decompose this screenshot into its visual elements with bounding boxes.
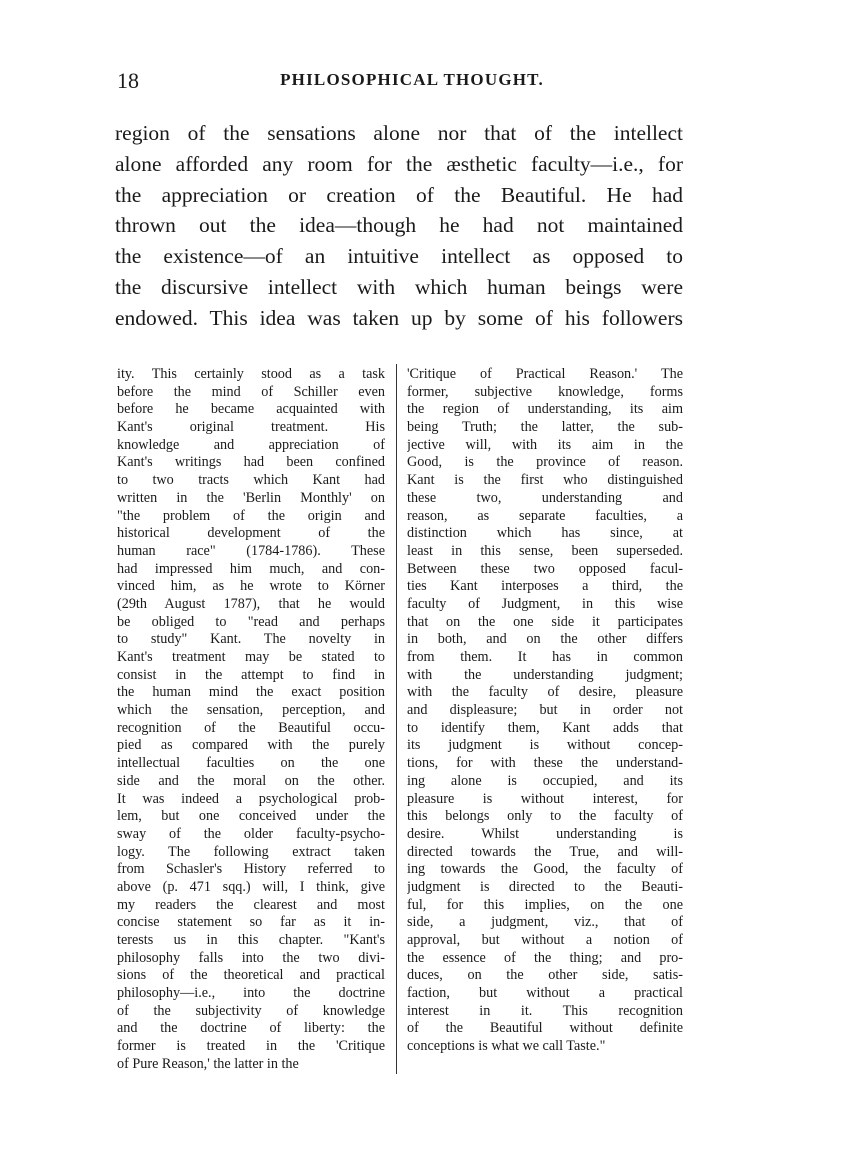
text-line: be obliged to "read and perhaps xyxy=(117,613,385,630)
text-line: pied as compared with the purely xyxy=(117,737,385,754)
text-line: pleasure is without interest, for xyxy=(407,790,683,807)
text-line: vinced him, as he wrote to Körner xyxy=(117,578,385,595)
text-line: ful, for this implies, on the one xyxy=(407,896,683,913)
text-line: endowed. This idea was taken up by some of his followers xyxy=(115,305,683,330)
text-line: to study" Kant. The novelty in xyxy=(117,631,385,648)
text-line: reason, as separate faculties, a xyxy=(407,507,683,524)
text-line: the region of understanding, its aim xyxy=(407,401,683,418)
text-line: this belongs only to the faculty of xyxy=(407,808,683,825)
text-line: intellectual faculties on the one xyxy=(117,755,385,772)
text-line: sions of the theoretical and practical xyxy=(117,967,385,984)
text-line: its judgment is without concep- xyxy=(407,737,683,754)
main-paragraph xyxy=(115,118,683,334)
text-line: directed towards the True, and will- xyxy=(407,843,683,860)
text-line: logy. The following extract taken xyxy=(117,843,385,860)
text-line: least in this sense, been superseded. xyxy=(407,542,683,559)
text-line: these two, understanding and xyxy=(407,489,683,506)
text-line: with the understanding judgment; xyxy=(407,666,683,683)
text-line: former is treated in the 'Critique xyxy=(117,1038,385,1055)
footnote-column-left xyxy=(117,366,385,1074)
text-line: ties Kant interposes a third, the xyxy=(407,578,683,595)
text-line: historical development of the xyxy=(117,525,385,542)
text-line: human race" (1784-1786). These xyxy=(117,542,385,559)
text-line: terests us in this chapter. "Kant's xyxy=(117,932,385,948)
text-line: the discursive intellect with which human beings were xyxy=(115,274,683,299)
text-line: jective will, with its aim in the xyxy=(407,436,683,453)
text-line: tions, for with these the understand- xyxy=(407,755,683,772)
text-line: to identify them, Kant adds that xyxy=(407,719,683,736)
text-line: being Truth; the latter, the sub- xyxy=(407,419,683,436)
text-line: the essence of the thing; and pro- xyxy=(407,949,683,966)
text-line: that on the one side it participates xyxy=(407,613,683,630)
text-line: side, a judgment, viz., that of xyxy=(407,914,683,931)
text-line: above (p. 471 sqq.) will, I think, give xyxy=(117,878,385,895)
text-line: Kant is the first who distinguished xyxy=(407,472,683,489)
text-line: ing alone is occupied, and its xyxy=(407,772,683,789)
text-line: before he became acquainted with xyxy=(117,401,385,418)
running-head xyxy=(117,68,687,98)
text-line: written in the 'Berlin Monthly' on xyxy=(117,489,385,506)
text-line: in both, and on the other differs xyxy=(407,631,683,648)
footnote-column-right xyxy=(407,366,683,1056)
text-line: my readers the clearest and most xyxy=(117,896,385,913)
text-line: lem, but one conceived under the xyxy=(117,808,385,825)
text-line: distinction which has since, at xyxy=(407,525,683,542)
text-line: thrown out the idea—though he had not maintained xyxy=(115,213,683,238)
text-line: It was indeed a psychological prob- xyxy=(117,790,385,807)
text-line: philosophy—i.e., into the doctrine xyxy=(117,985,385,1002)
text-line: and displeasure; but in order not xyxy=(407,702,683,719)
text-line: former, subjective knowledge, forms xyxy=(407,383,683,400)
text-line: Between these two opposed facul- xyxy=(407,560,683,577)
text-line: ity. This certainly stood as a task xyxy=(117,366,385,382)
text-line: faction, but without a practical xyxy=(407,985,683,1002)
text-line: with the faculty of desire, pleasure xyxy=(407,684,683,701)
text-line: judgment is directed to the Beauti- xyxy=(407,878,683,895)
text-line: and the doctrine of liberty: the xyxy=(117,1020,385,1037)
text-line: faculty of Judgment, in this wise xyxy=(407,595,683,612)
text-line: conceptions is what we call Taste." xyxy=(407,1038,606,1055)
text-line: the human mind the exact position xyxy=(117,684,385,701)
text-line: approval, but without a notion of xyxy=(407,932,683,948)
text-line: knowledge and appreciation of xyxy=(117,436,385,453)
text-line: of Pure Reason,' the latter in the xyxy=(117,1055,299,1072)
text-line: interest in it. This recognition xyxy=(407,1002,683,1019)
page-number: 18 xyxy=(117,68,139,93)
text-line: side and the moral on the other. xyxy=(117,772,385,789)
text-line: had impressed him much, and con- xyxy=(117,560,385,577)
text-line: philosophy falls into the two divi- xyxy=(117,949,385,966)
text-line: alone afforded any room for the æsthetic faculty—i.e., for xyxy=(115,151,683,176)
text-line: recognition of the Beautiful occu- xyxy=(117,719,385,736)
text-line: the existence—of an intuitive intellect as opposed to xyxy=(115,244,683,269)
text-line: sway of the older faculty-psycho- xyxy=(117,825,385,842)
running-title: PHILOSOPHICAL THOUGHT. xyxy=(280,70,544,89)
text-line: desire. Whilst understanding is xyxy=(407,825,683,842)
text-line: region of the sensations alone nor that of the intellect xyxy=(115,121,683,145)
text-line: concise statement so far as it in- xyxy=(117,914,385,931)
text-line: ing towards the Good, the faculty of xyxy=(407,861,683,878)
text-line: of the Beautiful without definite xyxy=(407,1020,683,1037)
text-line: "the problem of the origin and xyxy=(117,507,385,524)
text-line: to two tracts which Kant had xyxy=(117,472,385,489)
text-line: of the subjectivity of knowledge xyxy=(117,1002,385,1019)
text-line: (29th August 1787), that he would xyxy=(117,595,385,612)
text-line: duces, on the other side, satis- xyxy=(407,967,683,984)
text-line: from them. It has in common xyxy=(407,649,683,665)
text-line: Kant's original treatment. His xyxy=(117,419,385,436)
text-line: Kant's writings had been confined xyxy=(117,454,385,471)
text-line: from Schasler's History referred to xyxy=(117,861,385,878)
text-line: the appreciation or creation of the Beautiful. He had xyxy=(115,182,683,207)
text-line: Kant's treatment may be stated to xyxy=(117,649,385,665)
column-divider xyxy=(396,364,397,1074)
text-line: before the mind of Schiller even xyxy=(117,383,385,400)
text-line: which the sensation, perception, and xyxy=(117,702,385,719)
text-line: 'Critique of Practical Reason.' The xyxy=(407,366,683,382)
text-line: consist in the attempt to find in xyxy=(117,666,385,683)
text-line: Good, is the province of reason. xyxy=(407,454,683,471)
